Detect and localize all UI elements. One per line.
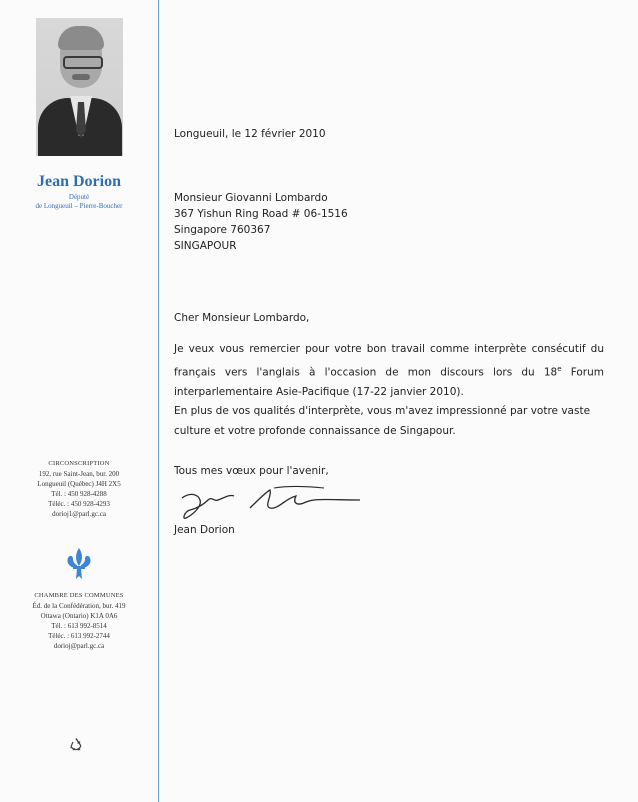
address-line: Longueuil (Québec) J4H 2X5 [37, 480, 121, 488]
deputy-title: Député [68, 193, 90, 201]
recipient-address [174, 190, 604, 254]
email-line: dorioj1@parl.gc.ca [52, 510, 106, 518]
recycle-icon [69, 737, 83, 751]
fleur-de-lis-icon [64, 546, 94, 582]
paragraph-text: Je veux vous remercier pour votre bon travail comme interprète consécutif du français vers l'anglais à l'occasion de mon discours lors du 18 [174, 343, 604, 378]
signatory-name: Jean Dorion [174, 524, 235, 536]
body-paragraph-1 [174, 340, 604, 402]
chambre-heading: CHAMBRE DES COMMUNES [34, 592, 124, 599]
closing: Tous mes vœux pour l'avenir, [174, 465, 329, 477]
body-paragraph-2: En plus de vos qualités d'interprète, vous m'avez impressionné par votre vaste culture et votre profonde connaissance de Singapour. [174, 405, 591, 437]
fax-line: Téléc. : 450 928-4293 [48, 500, 110, 508]
place-and-date: Longueuil, le 12 février 2010 [174, 128, 326, 140]
recipient-street: 367 Yishun Ring Road # 06-1516 [174, 208, 348, 220]
portrait-photo [36, 18, 123, 156]
circonscription-address [0, 459, 158, 519]
circonscription-heading: CIRCONSCRIPTION [48, 460, 110, 467]
ordinal-suffix: e [557, 364, 562, 373]
fax-line: Téléc. : 613 992-2744 [48, 632, 110, 640]
phone-line: Tél. : 450 928-4288 [51, 490, 107, 498]
recipient-name: Monsieur Giovanni Lombardo [174, 192, 328, 204]
email-line: dorioj@parl.gc.ca [53, 642, 105, 650]
salutation: Cher Monsieur Lombardo, [174, 312, 310, 324]
address-line: 192, rue Saint-Jean, bur. 200 [38, 470, 120, 478]
address-line: Éd. de la Confédération, bur. 419 [32, 602, 126, 610]
phone-line: Tél. : 613 992-8514 [51, 622, 107, 630]
address-line: Ottawa (Ontario) K1A 0A6 [40, 612, 118, 620]
handwritten-signature [174, 478, 364, 526]
recipient-country: SINGAPOUR [174, 240, 237, 252]
chambre-address [0, 591, 158, 651]
deputy-name: Jean Dorion [37, 173, 121, 190]
letterhead-sidebar [0, 0, 158, 802]
deputy-riding: de Longueuil – Pierre-Boucher [35, 202, 123, 210]
letterhead-rule [158, 0, 159, 802]
paragraph-text: Forum interparlementaire Asie-Pacifique (17-22 janvier 2010). [174, 366, 604, 398]
recipient-city: Singapore 760367 [174, 224, 271, 236]
